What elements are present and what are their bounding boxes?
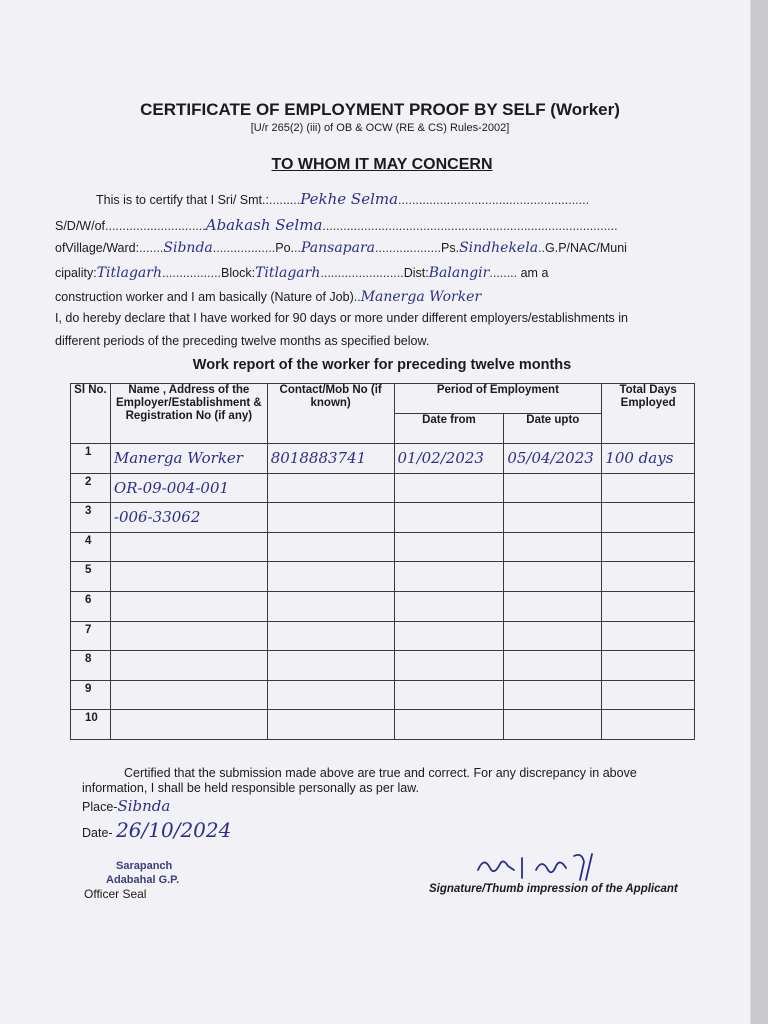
- village-value: Sibnda: [163, 240, 213, 256]
- place-value: Sibnda: [117, 797, 171, 815]
- date-from-cell: [394, 503, 504, 533]
- sl-cell: 3: [71, 503, 111, 533]
- cipality-label: cipality:: [55, 266, 97, 280]
- contact-cell: [267, 680, 394, 710]
- date-upto-cell: [504, 680, 602, 710]
- village-line: ofVillage/Ward:.......Sibnda..................Po...Pansapara...................Ps.Sindhekela..G.P/NAC/Muni: [55, 240, 627, 256]
- employer-cell: [110, 562, 267, 592]
- block-value: Titlagarh: [255, 265, 321, 281]
- contact-cell: [267, 473, 394, 503]
- applicant-signature: [470, 850, 620, 884]
- job-line: construction worker and I am basically (Nature of Job)..Manerga Worker: [55, 289, 482, 305]
- dist-label: Dist:: [403, 266, 429, 280]
- date-upto-cell: [504, 621, 602, 651]
- table-row: [71, 562, 695, 592]
- relation-label: S/D/W/of: [55, 219, 106, 233]
- table-row: [71, 591, 695, 621]
- table-row: [71, 680, 695, 710]
- date-upto-header: Date upto: [504, 414, 602, 444]
- certified-line-1: Certified that the submission made above are true and correct. For any discrepancy in above: [124, 766, 637, 780]
- total-days-cell: [602, 532, 695, 562]
- date-from-cell: [394, 621, 504, 651]
- cipality-line: cipality:Titlagarh.................Block:Titlagarh........................Dist:Balangir........ am a: [55, 265, 549, 281]
- sl-cell: 4: [71, 532, 111, 562]
- employer-cell: [110, 621, 267, 651]
- sl-cell: 1: [71, 444, 111, 474]
- worker-name: Pekhe Selma: [300, 190, 399, 208]
- sl-cell: 6: [71, 591, 111, 621]
- total-days-cell: [602, 680, 695, 710]
- employer-header: Name , Address of the Employer/Establishment & Registration No (if any): [110, 384, 267, 444]
- contact-cell: [267, 621, 394, 651]
- place-row: [82, 797, 170, 815]
- table-row: [71, 651, 695, 681]
- place-label: Place-: [82, 800, 118, 814]
- sl-header: Sl No.: [71, 384, 111, 444]
- employer-cell: [110, 651, 267, 681]
- total-days-header: Total Days Employed: [602, 384, 695, 444]
- date-from-cell: [394, 680, 504, 710]
- date-upto-cell: [504, 562, 602, 592]
- municipality-value: Titlagarh: [96, 265, 162, 281]
- date-upto-cell: [504, 532, 602, 562]
- date-from-cell: [394, 651, 504, 681]
- date-from-cell: [394, 710, 504, 740]
- am-a-text: am a: [520, 266, 549, 280]
- table-row: [71, 621, 695, 651]
- contact-cell: [267, 591, 394, 621]
- total-days-cell: [602, 621, 695, 651]
- relation-name: Abakash Selma: [205, 216, 323, 234]
- declaration-line-1: I, do hereby declare that I have worked for 90 days or more under different employers/establishments in: [55, 311, 628, 325]
- table-row: [71, 503, 695, 533]
- village-label: ofVillage/Ward:: [55, 241, 140, 255]
- work-report-table: [70, 383, 695, 740]
- period-header: Period of Employment: [394, 384, 602, 414]
- date-from-cell: [394, 532, 504, 562]
- ps-label: Ps.: [441, 241, 460, 255]
- sl-cell: 8: [71, 651, 111, 681]
- contact-cell: [267, 532, 394, 562]
- date-upto-cell: [504, 710, 602, 740]
- signature-label: Signature/Thumb impression of the Applicant: [429, 883, 678, 895]
- contact-cell: [267, 651, 394, 681]
- employer-cell: [110, 532, 267, 562]
- date-from-cell: [394, 473, 504, 503]
- date-from-cell: [394, 562, 504, 592]
- job-value: Manerga Worker: [360, 289, 482, 305]
- total-days-cell: [602, 710, 695, 740]
- work-report-title: Work report of the worker for preceding twelve months: [192, 357, 572, 373]
- sl-cell: 2: [71, 473, 111, 503]
- date-upto-cell: [504, 503, 602, 533]
- concern-heading: TO WHOM IT MAY CONCERN: [271, 156, 493, 173]
- officer-seal-label: Officer Seal: [84, 887, 147, 901]
- date-label: Date-: [82, 826, 113, 840]
- dist-value: Balangir: [428, 265, 490, 281]
- total-days-cell: [602, 562, 695, 592]
- po-value: Pansapara: [300, 240, 376, 256]
- total-days-cell: [602, 473, 695, 503]
- total-days-cell: [602, 591, 695, 621]
- employer-cell: [110, 591, 267, 621]
- total-days-cell: 100 days: [602, 444, 695, 474]
- contact-cell: [267, 503, 394, 533]
- date-value: 26/10/2024: [116, 818, 232, 842]
- contact-cell: 8018883741: [267, 444, 394, 474]
- employer-cell: [110, 710, 267, 740]
- table-row: [71, 444, 695, 474]
- certified-line-2: information, I shall be held responsible personally as per law.: [82, 781, 419, 795]
- employer-cell: Manerga Worker: [110, 444, 267, 474]
- relation-line: S/D/W/of.............................Abakash Selma.....................................................................................: [55, 216, 618, 234]
- table-row: [71, 710, 695, 740]
- sl-cell: 5: [71, 562, 111, 592]
- employer-cell: -006-33062: [110, 503, 267, 533]
- seal-line-1: Sarapanch: [116, 860, 173, 872]
- total-days-cell: [602, 503, 695, 533]
- total-days-cell: [602, 651, 695, 681]
- declaration-line-2: different periods of the preceding twelve months as specified below.: [55, 334, 430, 348]
- document-title: CERTIFICATE OF EMPLOYMENT PROOF BY SELF (Worker): [140, 100, 620, 119]
- document-subtitle: [U/r 265(2) (iii) of OB & OCW (RE & CS) Rules-2002]: [250, 122, 510, 134]
- certify-prefix: This is to certify that I Sri/ Smt.:: [96, 193, 269, 207]
- date-upto-cell: [504, 473, 602, 503]
- date-upto-cell: 05/04/2023: [504, 444, 602, 474]
- contact-cell: [267, 710, 394, 740]
- sl-cell: 10: [71, 710, 111, 740]
- block-label: Block:: [221, 266, 256, 280]
- date-from-cell: [394, 591, 504, 621]
- date-upto-cell: [504, 591, 602, 621]
- date-from-cell: 01/02/2023: [394, 444, 504, 474]
- table-row: [71, 532, 695, 562]
- date-row: [82, 818, 231, 842]
- seal-line-2: Adabahal G.P.: [106, 874, 180, 886]
- ps-value: Sindhekela: [459, 240, 539, 256]
- po-label: Po.: [275, 241, 295, 255]
- certify-line: This is to certify that I Sri/ Smt.:.........Pekhe Selma.......................................................: [96, 190, 590, 208]
- sl-cell: 9: [71, 680, 111, 710]
- sl-cell: 7: [71, 621, 111, 651]
- job-prefix: construction worker and I am basically (Nature of Job): [55, 290, 354, 304]
- employer-cell: [110, 680, 267, 710]
- contact-cell: [267, 562, 394, 592]
- contact-header: Contact/Mob No (if known): [267, 384, 394, 444]
- date-from-header: Date from: [394, 414, 504, 444]
- date-upto-cell: [504, 651, 602, 681]
- table-row: [71, 473, 695, 503]
- gp-label: G.P/NAC/Muni: [545, 241, 627, 255]
- employer-cell: OR-09-004-001: [110, 473, 267, 503]
